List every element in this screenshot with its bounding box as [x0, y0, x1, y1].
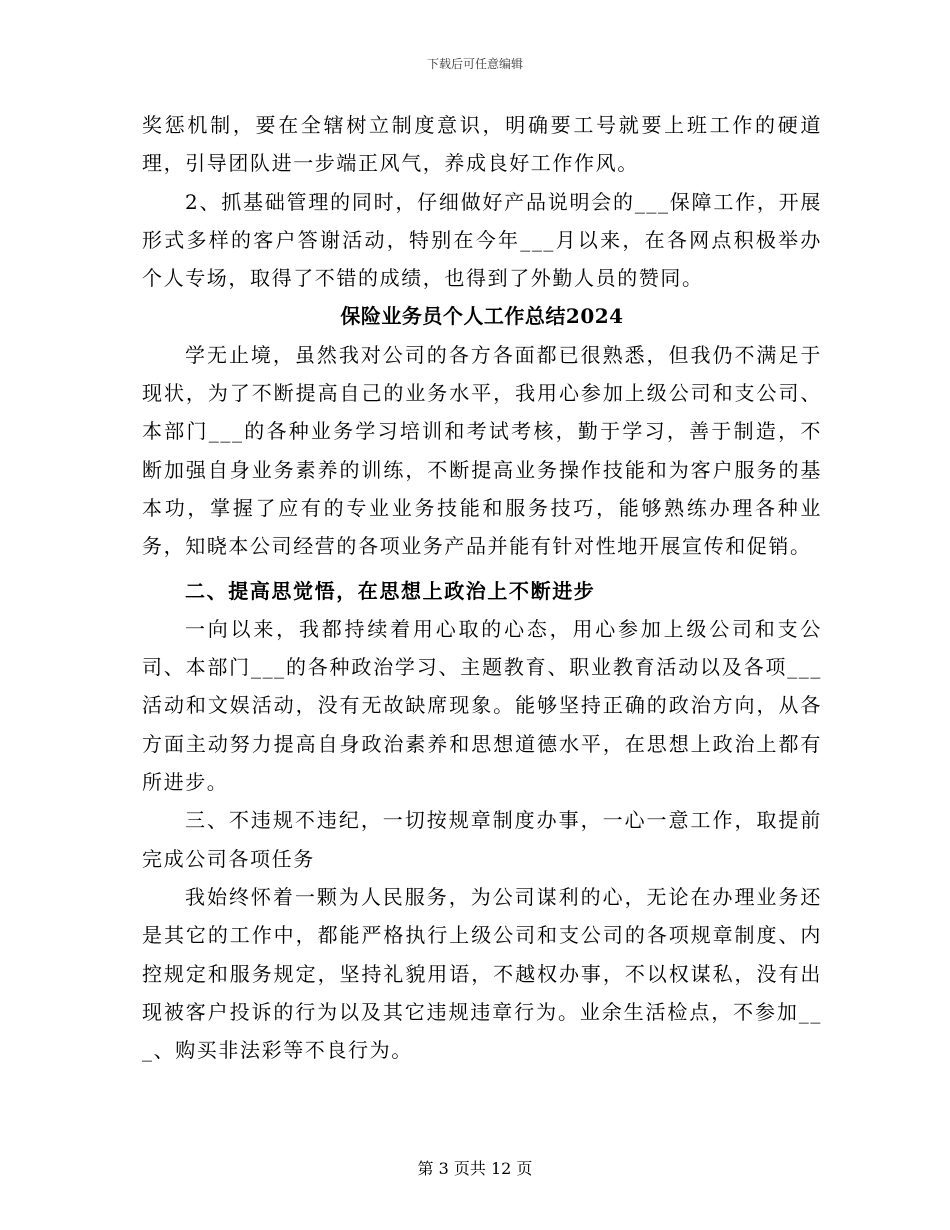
section-heading-political: 二、提高思觉悟，在思想上政治上不断进步 [185, 578, 596, 603]
paragraph-political: 一向以来，我都持续着用心取的心态，用心参加上级公司和支公司、本部门___的各种政治学习、主题教育、职业教育活动以及各项___活动和文娱活动，没有无故缺席现象。能够坚持正确的政治方向，从各方面主动努力提高自身政治素养和思想道德水平，在思想上政治上都有所进步。 [142, 616, 822, 795]
paragraph-discipline: 我始终怀着一颗为人民服务，为公司谋利的心，无论在办理业务还是其它的工作中，都能严格执行上级公司和支公司的各项规章制度、内控规定和服务规定，坚持礼貌用语，不越权办事，不以权谋私，没有出现被客户投诉的行为以及其它违规违章行为。业余生活检点，不参加___、购买非法彩等不良行为。 [142, 884, 822, 1063]
paragraph-product-meeting: 2、抓基础管理的同时，仔细做好产品说明会的___保障工作，开展形式多样的客户答谢活动，特别在今年___月以来，在各网点积极举办个人专场，取得了不错的成绩，也得到了外勤人员的赞同。 [142, 189, 822, 291]
header-note: 下载后可任意编辑 [426, 57, 523, 71]
document-title: 保险业务员个人工作总结2024 [340, 304, 624, 329]
section-heading-discipline: 三、不违规不违纪，一切按规章制度办事，一心一意工作，取提前完成公司各项任务 [142, 808, 822, 871]
paragraph-learning: 学无止境，虽然我对公司的各方各面都已很熟悉，但我仍不满足于现状，为了不断提高自己的业务水平，我用心参加上级公司和支公司、本部门___的各种业务学习培训和考试考核，勤于学习，善于制造，不断加强自身业务素养的训练，不断提高业务操作技能和为客户服务的基本功，掌握了应有的专业业务技能和服务技巧，能够熟练办理各种业务，知晓本公司经营的各项业务产品并能有针对性地开展宣传和促销。 [142, 342, 822, 559]
paragraph-reward-mechanism: 奖惩机制，要在全辖树立制度意识，明确要工号就要上班工作的硬道理，引导团队进一步端正风气，养成良好工作作风。 [142, 113, 822, 176]
document-body [142, 106, 822, 1069]
page-number: 第 3 页共 12 页 [417, 1159, 533, 1178]
